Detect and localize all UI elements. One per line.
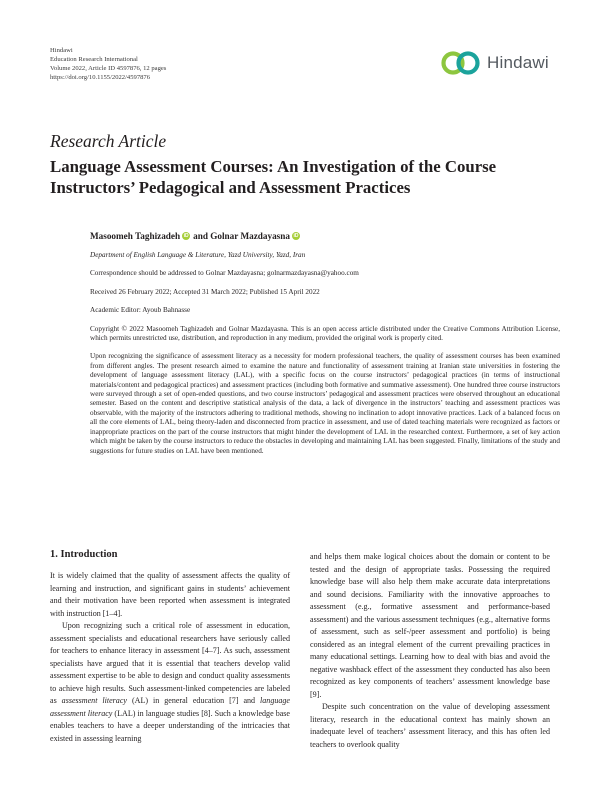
hindawi-logo[interactable] — [440, 49, 560, 77]
copyright-notice: Copyright © 2022 Masoomeh Taghizadeh and Golnar Mazdayasna. This is an open access article distributed under the Creative Commons Attribution License, which permits unrestricted use, distribution, and reproduction in any medium, provided the original work is properly cited. — [90, 324, 560, 343]
body-paragraph: Despite such concentration on the value of developing assessment literacy, research in the educational context has mainly shown an inadequate level of teachers’ assessment literacy, and this has often led teachers to overlook quality — [310, 702, 550, 749]
emphasis-term: language assessment literacy — [50, 696, 290, 718]
body-paragraph — [50, 620, 290, 745]
journal-name: Education Research International — [50, 56, 138, 64]
body-paragraph: It is widely claimed that the quality of assessment affects the quality of learning and instruction, and significant gains in students’ achievement and their motivation have been reported when assessment is integrated with instruction [1–4]. — [50, 571, 290, 618]
emphasis-term: assessment literacy — [61, 696, 127, 705]
publication-dates: Received 26 February 2022; Accepted 31 March 2022; Published 15 April 2022 — [90, 287, 320, 296]
orcid-icon[interactable]: iD — [293, 233, 299, 239]
abstract: Upon recognizing the significance of assessment literacy as a necessity for modern professional teachers, the quality of assessment courses has been examined from different angles. The present research aimed to examine the nature and functionality of assessment training at Iranian state universities in fostering the development of language assessment literacy (LAL), with a specific focus on the course instructors’ pedagogical practices (in terms of instructional materials/content and pedagogical practices) and assessment practices (including both formative and summative assessment). One hundred three course instructors were surveyed through a set of open-ended questions, and two course instructors’ pedagogical and assessment practices were observed throughout an educational semester. Based on the content and descriptive statistical analysis of the data, a lack of divergence in the instructors’ teaching and assessment practices was observable, with the majority of the instructors adhering to traditional methods, showing no inclination to adopt innovative practices. Lack of a balanced focus on all the core elements of LAL, being theory-laden and disconnected from practice in assessment, and use of dated teaching materials were recognized as factors or inappropriate practices on the part of the course instructors that might hinder the development of LAL in the researched context. Furthermore, a set of key action which might be taken by the course instructors to reduce the obstacles in developing and maintaining LAL has been suggested. Finally, limitations of the study and suggestions for future studies on LAL have been mentioned. — [90, 352, 560, 455]
article-meta — [90, 230, 560, 456]
body-column-left — [50, 548, 290, 745]
author-name: Masoomeh Taghizadeh — [90, 231, 181, 241]
body-paragraph: and helps them make logical choices about the domain or content to be tested and the design of appropriate tasks. Possessing the required knowledge base will also help them make accurate data interpretations and sound decisions. Familiarity with the innovative approaches to assessment (e.g., formative assessment and performance-based assessment) and the various assessment techniques (e.g., alternative forms of assessment, such as self-/peer assessment and portfolio) is being considered as an integral element of the current prevailing practices in many educational settings. Learning how to deal with bias and avoid the negative washback effect of the assessment they conducted has also been recognized as key components of teachers’ assessment knowledge base [9]. — [310, 552, 550, 699]
journal-meta — [50, 46, 166, 82]
correspondence: Correspondence should be addressed to Golnar Mazdayasna; golnarmazdayasna@yahoo.com — [90, 269, 359, 278]
hindawi-logo-icon — [440, 50, 482, 76]
article-title: Language Assessment Courses: An Investigation of the Course Instructors’ Pedagogical and Assessment Practices — [50, 157, 497, 197]
affiliation: Department of English Language & Literature, Yazd University, Yazd, Iran — [90, 251, 306, 259]
paragraph-text: Upon recognizing such a critical role of assessment in education, assessment specialists and educational researchers have seriously called for teachers to enhance literacy in assessment [4–7]. As such, assessment specialists have argued that it is essential that teachers develop valid assessment expertise to be able to design and conduct quality assessments to achieve high results. Such assessment-linked competencies are labeled as — [50, 621, 290, 705]
article-type: Research Article — [50, 131, 167, 151]
author-connector: and — [193, 231, 208, 241]
paragraph-text: (AL) in general education [7] and — [126, 696, 261, 705]
academic-editor: Academic Editor: Ayoub Bahnasse — [90, 306, 191, 315]
author-line — [90, 230, 560, 242]
paragraph-text: (LAL) in language studies [8]. Such a knowledge base enables teachers to have a deeper understanding of the intricacies that existed in assessing learning — [50, 708, 290, 743]
journal-publisher: Hindawi — [50, 47, 73, 54]
logo-wordmark: Hindawi — [487, 53, 549, 72]
orcid-icon[interactable]: iD — [183, 233, 189, 239]
journal-doi[interactable]: https://doi.org/10.1155/2022/4597876 — [50, 74, 151, 82]
journal-volume: Volume 2022, Article ID 4597876, 12 pages — [50, 65, 167, 73]
body-column-right — [310, 551, 550, 751]
section-heading: 1. Introduction — [50, 549, 118, 560]
author-name: Golnar Mazdayasna — [210, 231, 290, 241]
